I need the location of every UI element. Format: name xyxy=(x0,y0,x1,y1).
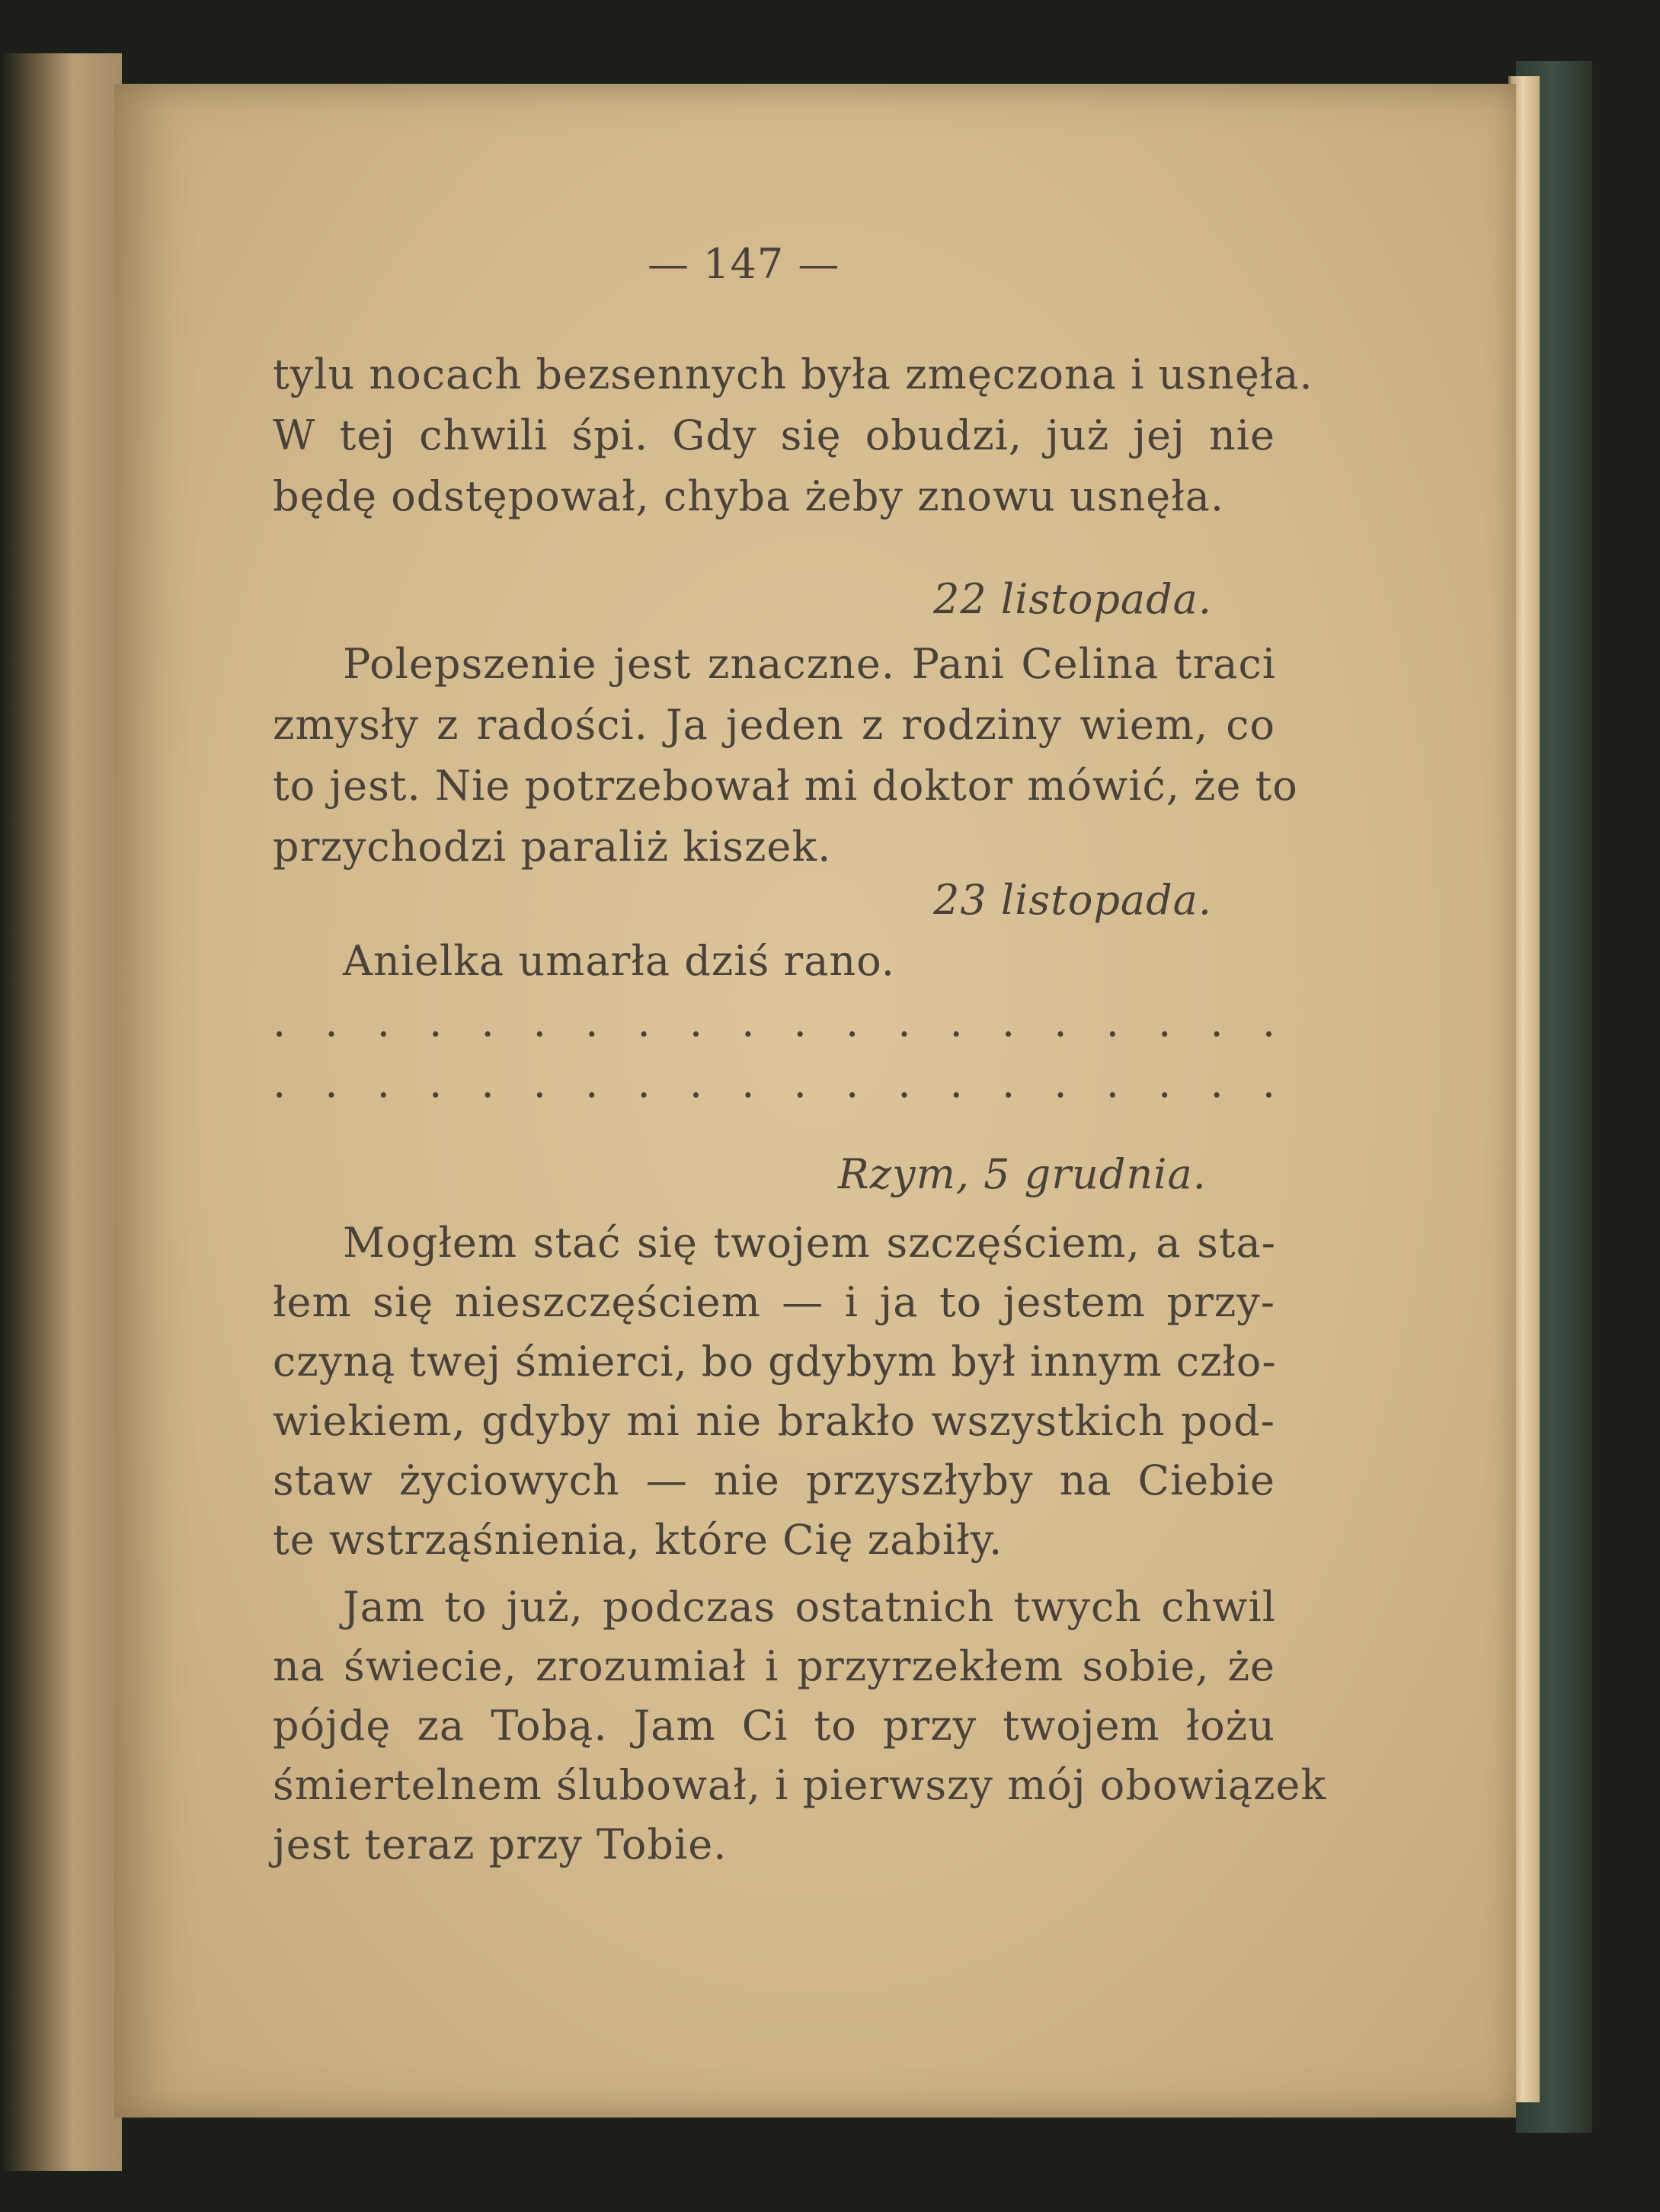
text-line: łem się nieszczęściem — i ja to jestem przy- xyxy=(273,1278,1275,1326)
text-line: pójdę za Tobą. Jam Ci to przy twojem łożu xyxy=(273,1702,1275,1750)
text-line: W tej chwili śpi. Gdy się obudzi, już jej nie xyxy=(273,411,1275,459)
date-heading: 23 listopada. xyxy=(933,876,1213,924)
text-line: Mogłem stać się twojem szczęściem, a sta- xyxy=(343,1219,1276,1267)
date-heading: 22 listopada. xyxy=(933,575,1213,623)
text-line: czyną twej śmierci, bo gdybym był innym czło- xyxy=(273,1338,1277,1386)
text-line: będę odstępował, chyba żeby znowu usnęła. xyxy=(273,472,1225,520)
text-line: tylu nocach bezsennych była zmęczona i usnęła. xyxy=(273,350,1313,398)
page-number: — 147 — xyxy=(648,240,840,288)
text-line: Polepszenie jest znaczne. Pani Celina traci xyxy=(343,640,1276,688)
text-line: to jest. Nie potrzebował mi doktor mówić, że to xyxy=(273,762,1298,810)
book-binding xyxy=(0,53,122,2171)
dots-separator: . . . . . . . . . . . . . . . . . . . . xyxy=(273,1059,1275,1107)
text-line: śmiertelnem ślubował, i pierwszy mój obowiązek xyxy=(273,1761,1327,1809)
date-heading: Rzym, 5 grudnia. xyxy=(838,1150,1207,1198)
text-line: Jam to już, podczas ostatnich twych chwil xyxy=(343,1583,1276,1631)
text-line: wiekiem, gdyby mi nie brakło wszystkich pod- xyxy=(273,1397,1275,1445)
text-line: Anielka umarła dziś rano. xyxy=(343,937,895,985)
text-line: zmysły z radości. Ja jeden z rodziny wiem, co xyxy=(273,701,1275,749)
text-line: staw życiowych — nie przyszłyby na Ciebie xyxy=(273,1456,1275,1504)
text-line: na świecie, zrozumiał i przyrzekłem sobie, że xyxy=(273,1642,1275,1690)
text-line: jest teraz przy Tobie. xyxy=(273,1820,728,1868)
text-line: te wstrząśnienia, które Cię zabiły. xyxy=(273,1516,1003,1564)
text-line: przychodzi paraliż kiszek. xyxy=(273,823,832,871)
dots-separator: . . . . . . . . . . . . . . . . . . . . xyxy=(273,998,1275,1046)
